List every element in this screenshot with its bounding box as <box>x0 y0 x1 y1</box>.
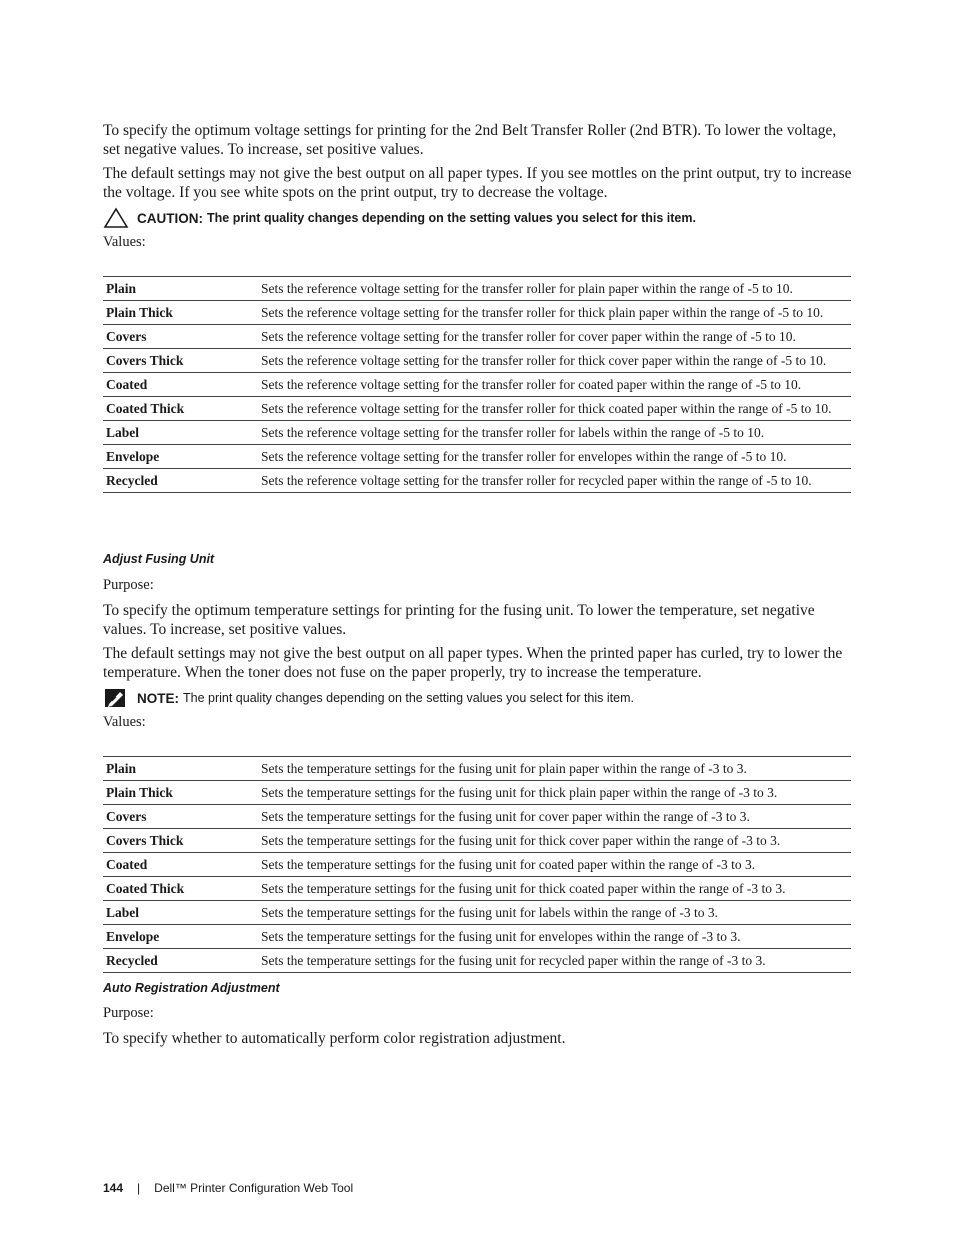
table-row <box>103 853 851 877</box>
section2-purpose-label: Purpose: <box>103 577 154 593</box>
setting-description: Sets the temperature settings for the fusing unit for thick cover paper within the range of -3 to 3. <box>255 829 851 853</box>
setting-name: Covers Thick <box>103 349 255 373</box>
section1-intro: To specify the optimum voltage settings for printing for the 2nd Belt Transfer Roller (2nd BTR). To lower the voltage, set negative values. To increase, set positive values. <box>103 122 837 158</box>
setting-name: Coated Thick <box>103 397 255 421</box>
setting-name: Plain Thick <box>103 781 255 805</box>
section1-detail-block <box>103 164 853 202</box>
setting-name: Label <box>103 421 255 445</box>
setting-description: Sets the reference voltage setting for the transfer roller for coated paper within the range of -5 to 10. <box>255 373 851 397</box>
page-footer <box>103 1181 353 1195</box>
setting-name: Covers <box>103 325 255 349</box>
section1-values-label: Values: <box>103 234 146 250</box>
setting-description: Sets the temperature settings for the fusing unit for thick plain paper within the range of -3 to 3. <box>255 781 851 805</box>
table-row <box>103 301 851 325</box>
table-row <box>103 781 851 805</box>
caution-callout <box>103 207 863 229</box>
section2-detail-block <box>103 644 853 682</box>
section2-intro-block <box>103 601 853 639</box>
section3-purpose-label: Purpose: <box>103 1005 154 1021</box>
setting-description: Sets the reference voltage setting for the transfer roller for cover paper within the range of -5 to 10. <box>255 325 851 349</box>
setting-name: Recycled <box>103 949 255 973</box>
table-row <box>103 877 851 901</box>
setting-name: Plain <box>103 757 255 781</box>
auto-registration-heading: Auto Registration Adjustment <box>103 981 280 995</box>
table-row <box>103 325 851 349</box>
setting-description: Sets the reference voltage setting for the transfer roller for thick cover paper within the range of -5 to 10. <box>255 349 851 373</box>
voltage-values-table <box>103 276 851 493</box>
setting-name: Recycled <box>103 469 255 493</box>
table-row <box>103 757 851 781</box>
setting-description: Sets the temperature settings for the fusing unit for coated paper within the range of -3 to 3. <box>255 853 851 877</box>
caution-triangle-icon <box>103 207 129 229</box>
section3-intro: To specify whether to automatically perform color registration adjustment. <box>103 1030 566 1047</box>
setting-name: Plain Thick <box>103 301 255 325</box>
section2-detail: The default settings may not give the best output on all paper types. When the printed paper has curled, try to lower the temperature. When the toner does not fuse on the paper properly, try to increase the temperature. <box>103 645 843 681</box>
caution-text: The print quality changes depending on the setting values you select for this item. <box>207 211 696 225</box>
table-row <box>103 949 851 973</box>
setting-description: Sets the temperature settings for the fusing unit for labels within the range of -3 to 3. <box>255 901 851 925</box>
section3-intro-block <box>103 1029 853 1048</box>
table-row <box>103 445 851 469</box>
table-row <box>103 925 851 949</box>
table-row <box>103 397 851 421</box>
setting-description: Sets the reference voltage setting for the transfer roller for thick coated paper within the range of -5 to 10. <box>255 397 851 421</box>
setting-name: Coated Thick <box>103 877 255 901</box>
setting-name: Coated <box>103 853 255 877</box>
setting-name: Covers <box>103 805 255 829</box>
table-row <box>103 901 851 925</box>
section2-values-label: Values: <box>103 714 146 730</box>
note-pencil-icon <box>103 687 129 709</box>
setting-name: Envelope <box>103 445 255 469</box>
page-number: 144 <box>103 1181 124 1195</box>
section1-detail: The default settings may not give the best output on all paper types. If you see mottles on the print output, try to increase the voltage. If you see white spots on the print output, try to decrease the voltage. <box>103 165 852 201</box>
setting-name: Envelope <box>103 925 255 949</box>
table-row <box>103 829 851 853</box>
table-row <box>103 349 851 373</box>
table-row <box>103 421 851 445</box>
table-row <box>103 373 851 397</box>
setting-description: Sets the reference voltage setting for the transfer roller for plain paper within the range of -5 to 10. <box>255 277 851 301</box>
footer-title: Dell™ Printer Configuration Web Tool <box>154 1181 354 1195</box>
table-row <box>103 469 851 493</box>
setting-description: Sets the reference voltage setting for the transfer roller for labels within the range of -5 to 10. <box>255 421 851 445</box>
setting-description: Sets the reference voltage setting for the transfer roller for recycled paper within the range of -5 to 10. <box>255 469 851 493</box>
note-text: The print quality changes depending on the setting values you select for this item. <box>183 691 634 705</box>
table-row <box>103 805 851 829</box>
caution-title: CAUTION: <box>137 210 203 226</box>
setting-name: Covers Thick <box>103 829 255 853</box>
adjust-fusing-unit-heading: Adjust Fusing Unit <box>103 552 215 566</box>
setting-name: Plain <box>103 277 255 301</box>
setting-description: Sets the temperature settings for the fusing unit for cover paper within the range of -3 to 3. <box>255 805 851 829</box>
setting-description: Sets the reference voltage setting for the transfer roller for envelopes within the range of -5 to 10. <box>255 445 851 469</box>
setting-description: Sets the temperature settings for the fusing unit for thick coated paper within the range of -3 to 3. <box>255 877 851 901</box>
setting-description: Sets the temperature settings for the fusing unit for envelopes within the range of -3 to 3. <box>255 925 851 949</box>
note-callout <box>103 687 863 709</box>
temperature-values-table <box>103 756 851 973</box>
section2-intro: To specify the optimum temperature settings for printing for the fusing unit. To lower the temperature, set negative values. To increase, set positive values. <box>103 602 815 638</box>
setting-name: Label <box>103 901 255 925</box>
setting-name: Coated <box>103 373 255 397</box>
section1-intro-block <box>103 121 853 159</box>
footer-separator: | <box>137 1181 141 1195</box>
setting-description: Sets the reference voltage setting for the transfer roller for thick plain paper within the range of -5 to 10. <box>255 301 851 325</box>
note-title: NOTE: <box>137 690 179 706</box>
setting-description: Sets the temperature settings for the fusing unit for recycled paper within the range of -3 to 3. <box>255 949 851 973</box>
table-row <box>103 277 851 301</box>
setting-description: Sets the temperature settings for the fusing unit for plain paper within the range of -3 to 3. <box>255 757 851 781</box>
